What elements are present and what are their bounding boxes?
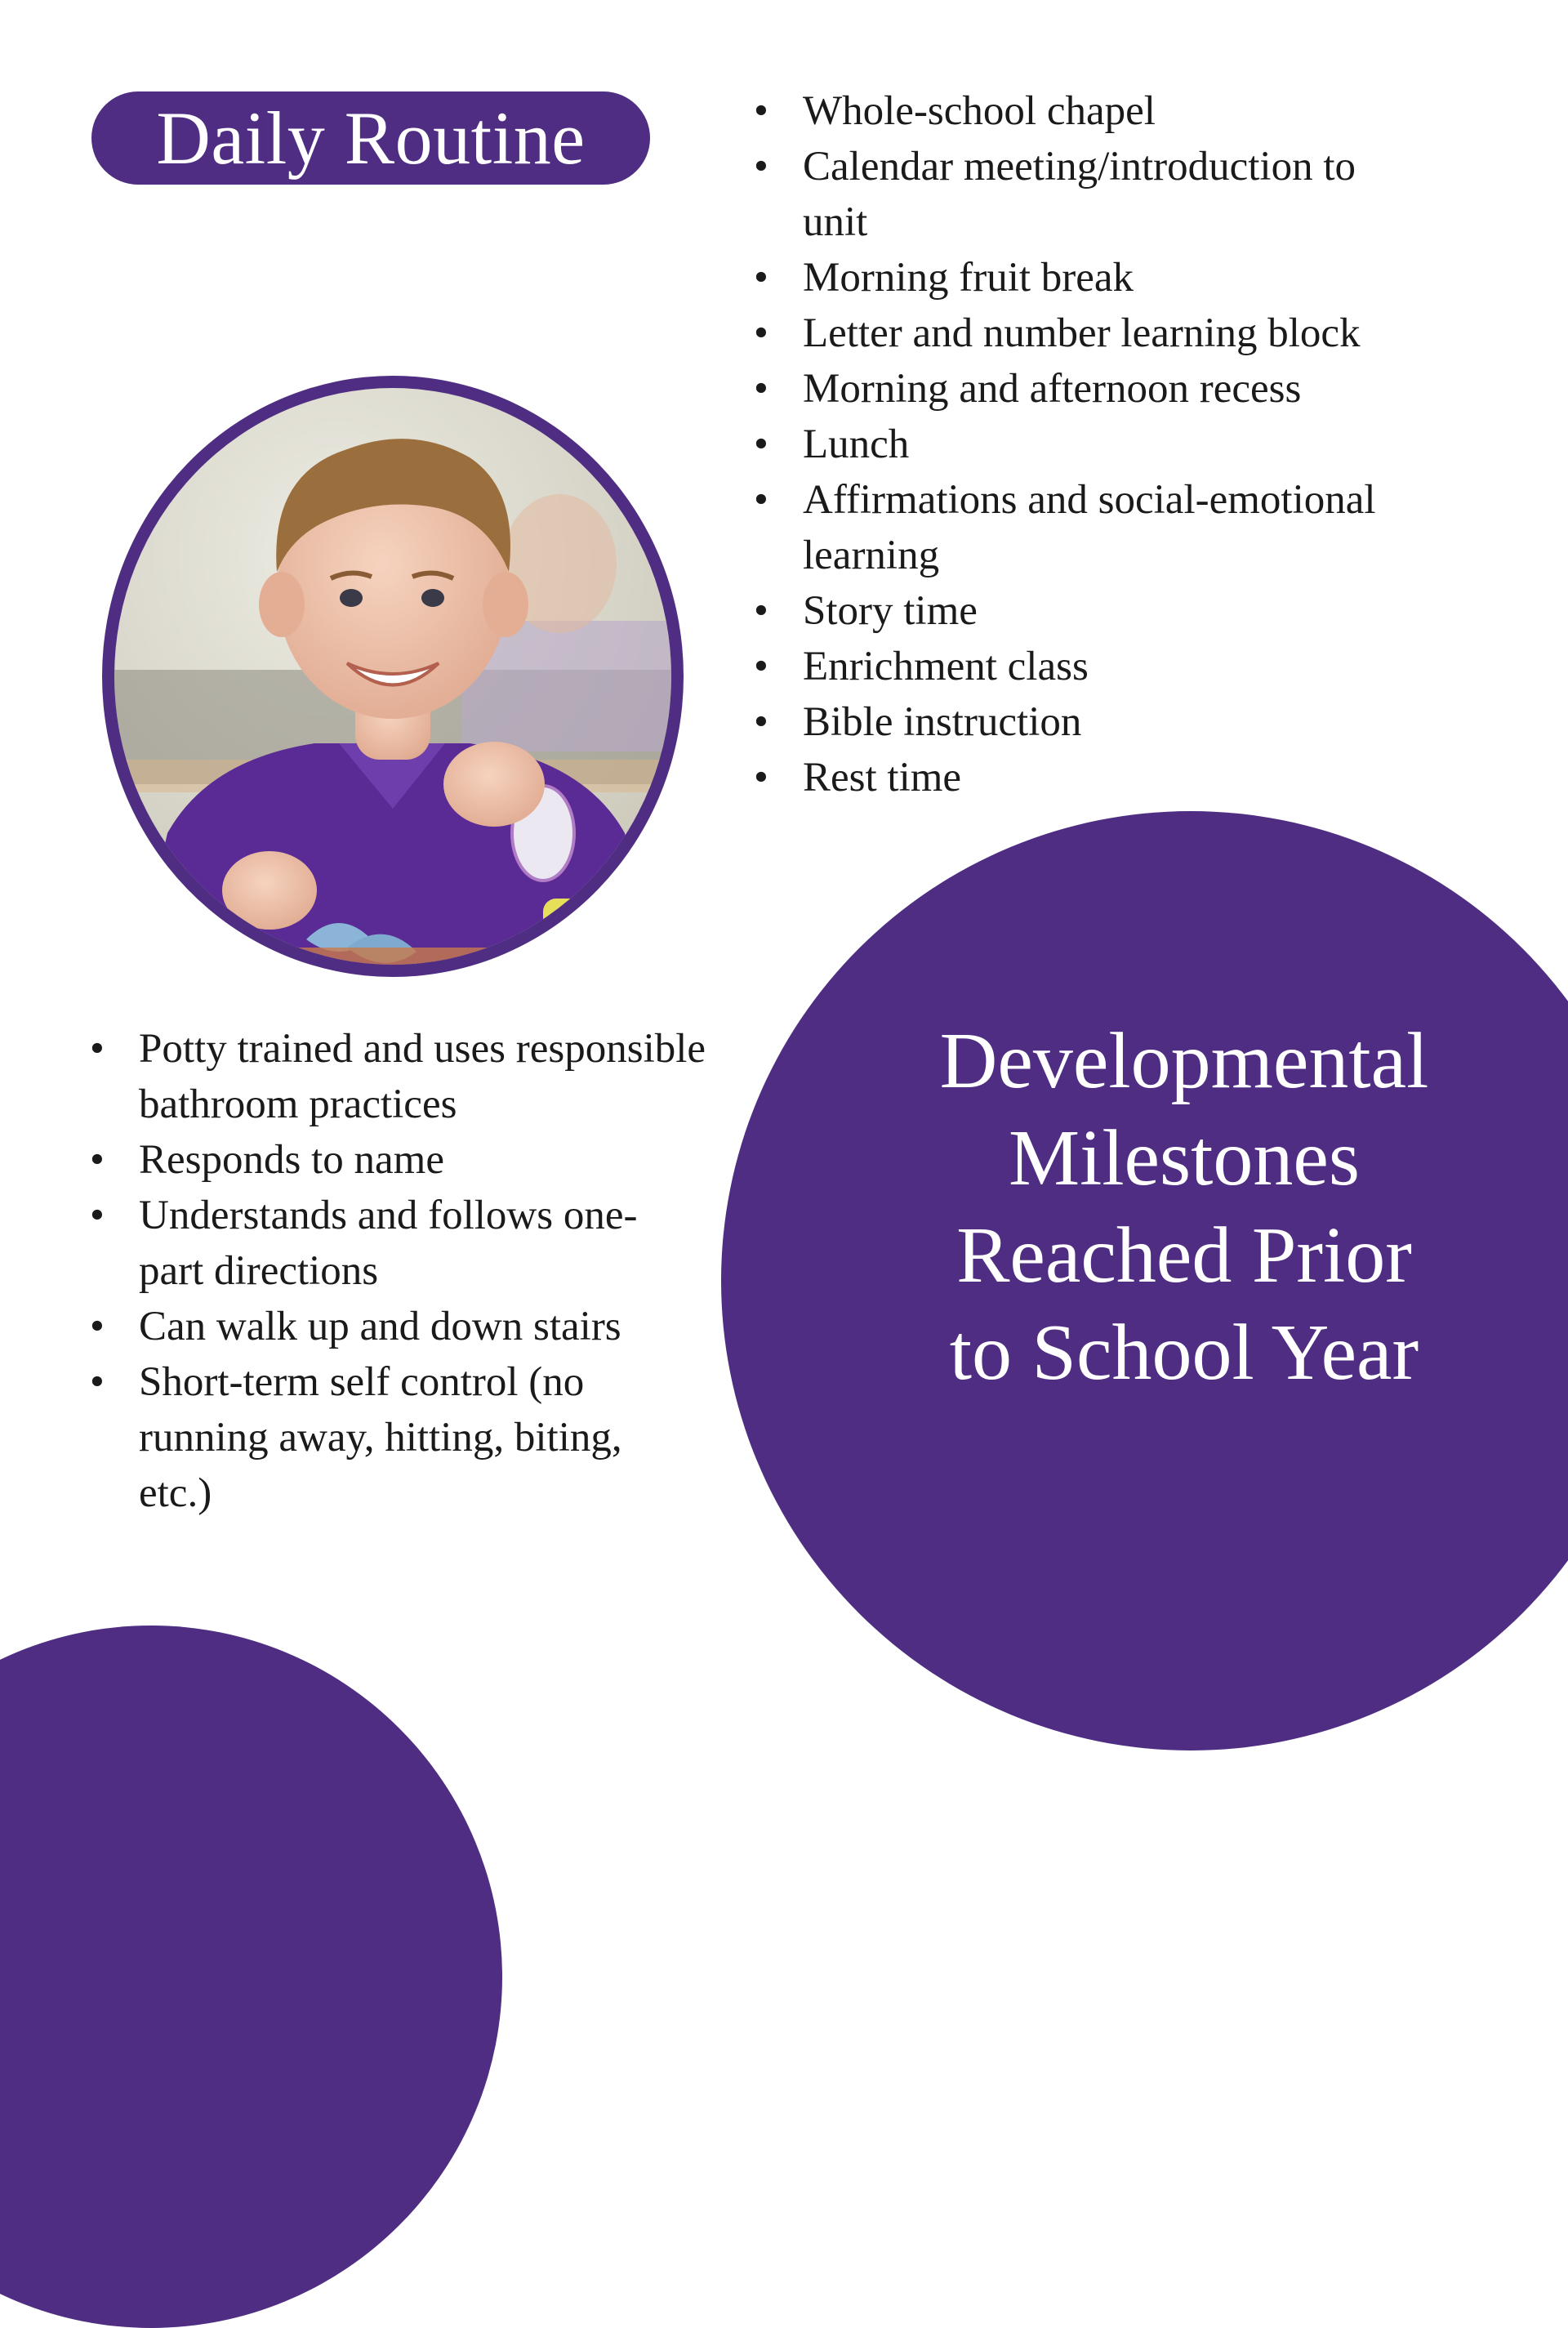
routine-item: • Rest time (754, 750, 1489, 805)
milestones-heading-line: Developmental (939, 1017, 1429, 1105)
milestone-item: • Can walk up and down stairs (90, 1299, 735, 1354)
milestones-heading-line: Milestones (1008, 1114, 1361, 1202)
routine-item: • Morning and afternoon recess (754, 361, 1489, 417)
routine-item: • Calendar meeting/introduction to unit (754, 139, 1423, 250)
routine-item: • Bible instruction (754, 694, 1489, 750)
milestones-heading (906, 1013, 1462, 1402)
milestones-list (90, 1021, 735, 1521)
child-photo-illustration (102, 376, 684, 977)
routine-item: • Letter and number learning block (754, 305, 1489, 361)
milestone-item: • Potty trained and uses responsible bathroom practices (90, 1021, 743, 1132)
routine-item: • Story time (754, 583, 1489, 639)
child-photo (102, 376, 684, 977)
daily-routine-list (754, 83, 1489, 805)
routine-item: • Enrichment class (754, 639, 1489, 694)
routine-item: • Lunch (754, 417, 1489, 472)
milestones-heading-line: Reached Prior (956, 1211, 1412, 1300)
routine-item: • Morning fruit break (754, 250, 1489, 305)
milestone-item: • Short-term self control (no running away, hitting, biting, etc.) (90, 1354, 662, 1521)
routine-item: • Affirmations and social-emotional learning (754, 472, 1472, 583)
milestones-heading-line: to School Year (949, 1309, 1419, 1397)
daily-routine-title-badge (91, 91, 650, 185)
routine-item: • Whole-school chapel (754, 83, 1489, 139)
decorative-bottom-circle (0, 1626, 502, 2328)
milestone-item: • Understands and follows one-part directions (90, 1188, 645, 1299)
daily-routine-title: Daily Routine (156, 96, 586, 180)
milestone-item: • Responds to name (90, 1132, 735, 1188)
